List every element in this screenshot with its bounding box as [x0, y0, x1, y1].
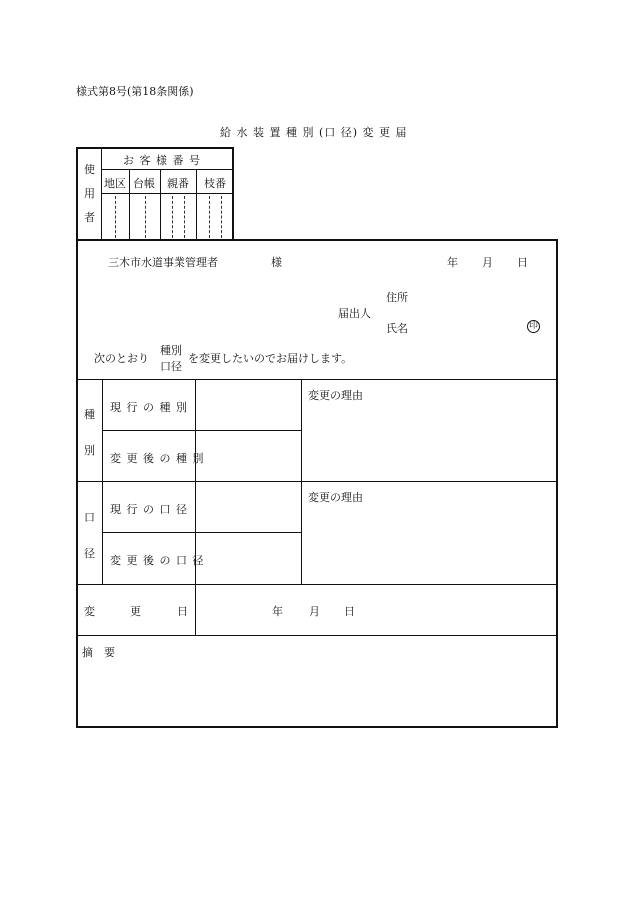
change-date-label-2: 更 — [130, 605, 141, 618]
name-label: 氏名 — [386, 322, 408, 335]
diameter-reason-field[interactable] — [302, 482, 556, 584]
type-reason-field[interactable] — [302, 380, 556, 481]
addressee: 三木市水道事業管理者 — [108, 256, 218, 269]
column-branch-number: 枝番 — [204, 177, 226, 190]
remarks-field[interactable] — [78, 636, 556, 726]
statement-diameter: 口径 — [160, 360, 182, 373]
current-type-label: 現 行 の 種 別 — [110, 401, 188, 414]
user-label-2: 用 — [84, 187, 95, 200]
user-label-1: 使 — [84, 163, 95, 176]
change-date-label-3: 日 — [177, 605, 188, 618]
current-diameter-field[interactable] — [196, 482, 301, 532]
type-reason-label: 変更の理由 — [308, 389, 363, 402]
column-parent-number: 親番 — [167, 177, 189, 190]
diameter-reason-label: 変更の理由 — [308, 491, 363, 504]
user-label-3: 者 — [84, 211, 95, 224]
change-date-year: 年 — [272, 605, 283, 618]
date-month: 月 — [482, 256, 493, 269]
date-day: 日 — [517, 256, 528, 269]
seal-mark: 印 — [528, 321, 538, 331]
after-diameter-field[interactable] — [196, 533, 301, 584]
customer-number-label: お 客 様 番 号 — [123, 154, 201, 167]
honorific: 様 — [271, 256, 282, 269]
current-diameter-label: 現 行 の 口 径 — [110, 503, 188, 516]
change-date-field[interactable] — [196, 585, 556, 635]
statement-type: 種別 — [160, 344, 182, 357]
diameter-label-top: 口 — [84, 511, 95, 524]
after-type-label: 変 更 後 の 種 別 — [110, 452, 205, 465]
applicant-label: 届出人 — [338, 307, 371, 320]
type-label-top: 種 — [84, 408, 95, 421]
change-date-month: 月 — [309, 605, 320, 618]
statement-suffix: を変更したいのでお届けします。 — [188, 352, 353, 365]
address-label: 住所 — [386, 291, 408, 304]
remarks-label: 摘 要 — [82, 646, 115, 659]
current-type-field[interactable] — [196, 380, 301, 430]
form-title: 給 水 装 置 種 別 (口 径) 変 更 届 — [220, 126, 408, 139]
column-ledger: 台帳 — [133, 177, 155, 190]
form-number: 様式第8号(第18条関係) — [76, 85, 194, 98]
type-label-bottom: 別 — [84, 444, 95, 457]
diameter-label-bottom: 径 — [84, 547, 95, 560]
change-date-label-1: 変 — [84, 605, 95, 618]
date-year: 年 — [447, 256, 458, 269]
column-district: 地区 — [104, 177, 126, 190]
statement-prefix: 次のとおり — [94, 352, 149, 365]
after-type-field[interactable] — [196, 431, 301, 481]
change-date-day: 日 — [344, 605, 355, 618]
after-diameter-label: 変 更 後 の 口 径 — [110, 554, 205, 567]
